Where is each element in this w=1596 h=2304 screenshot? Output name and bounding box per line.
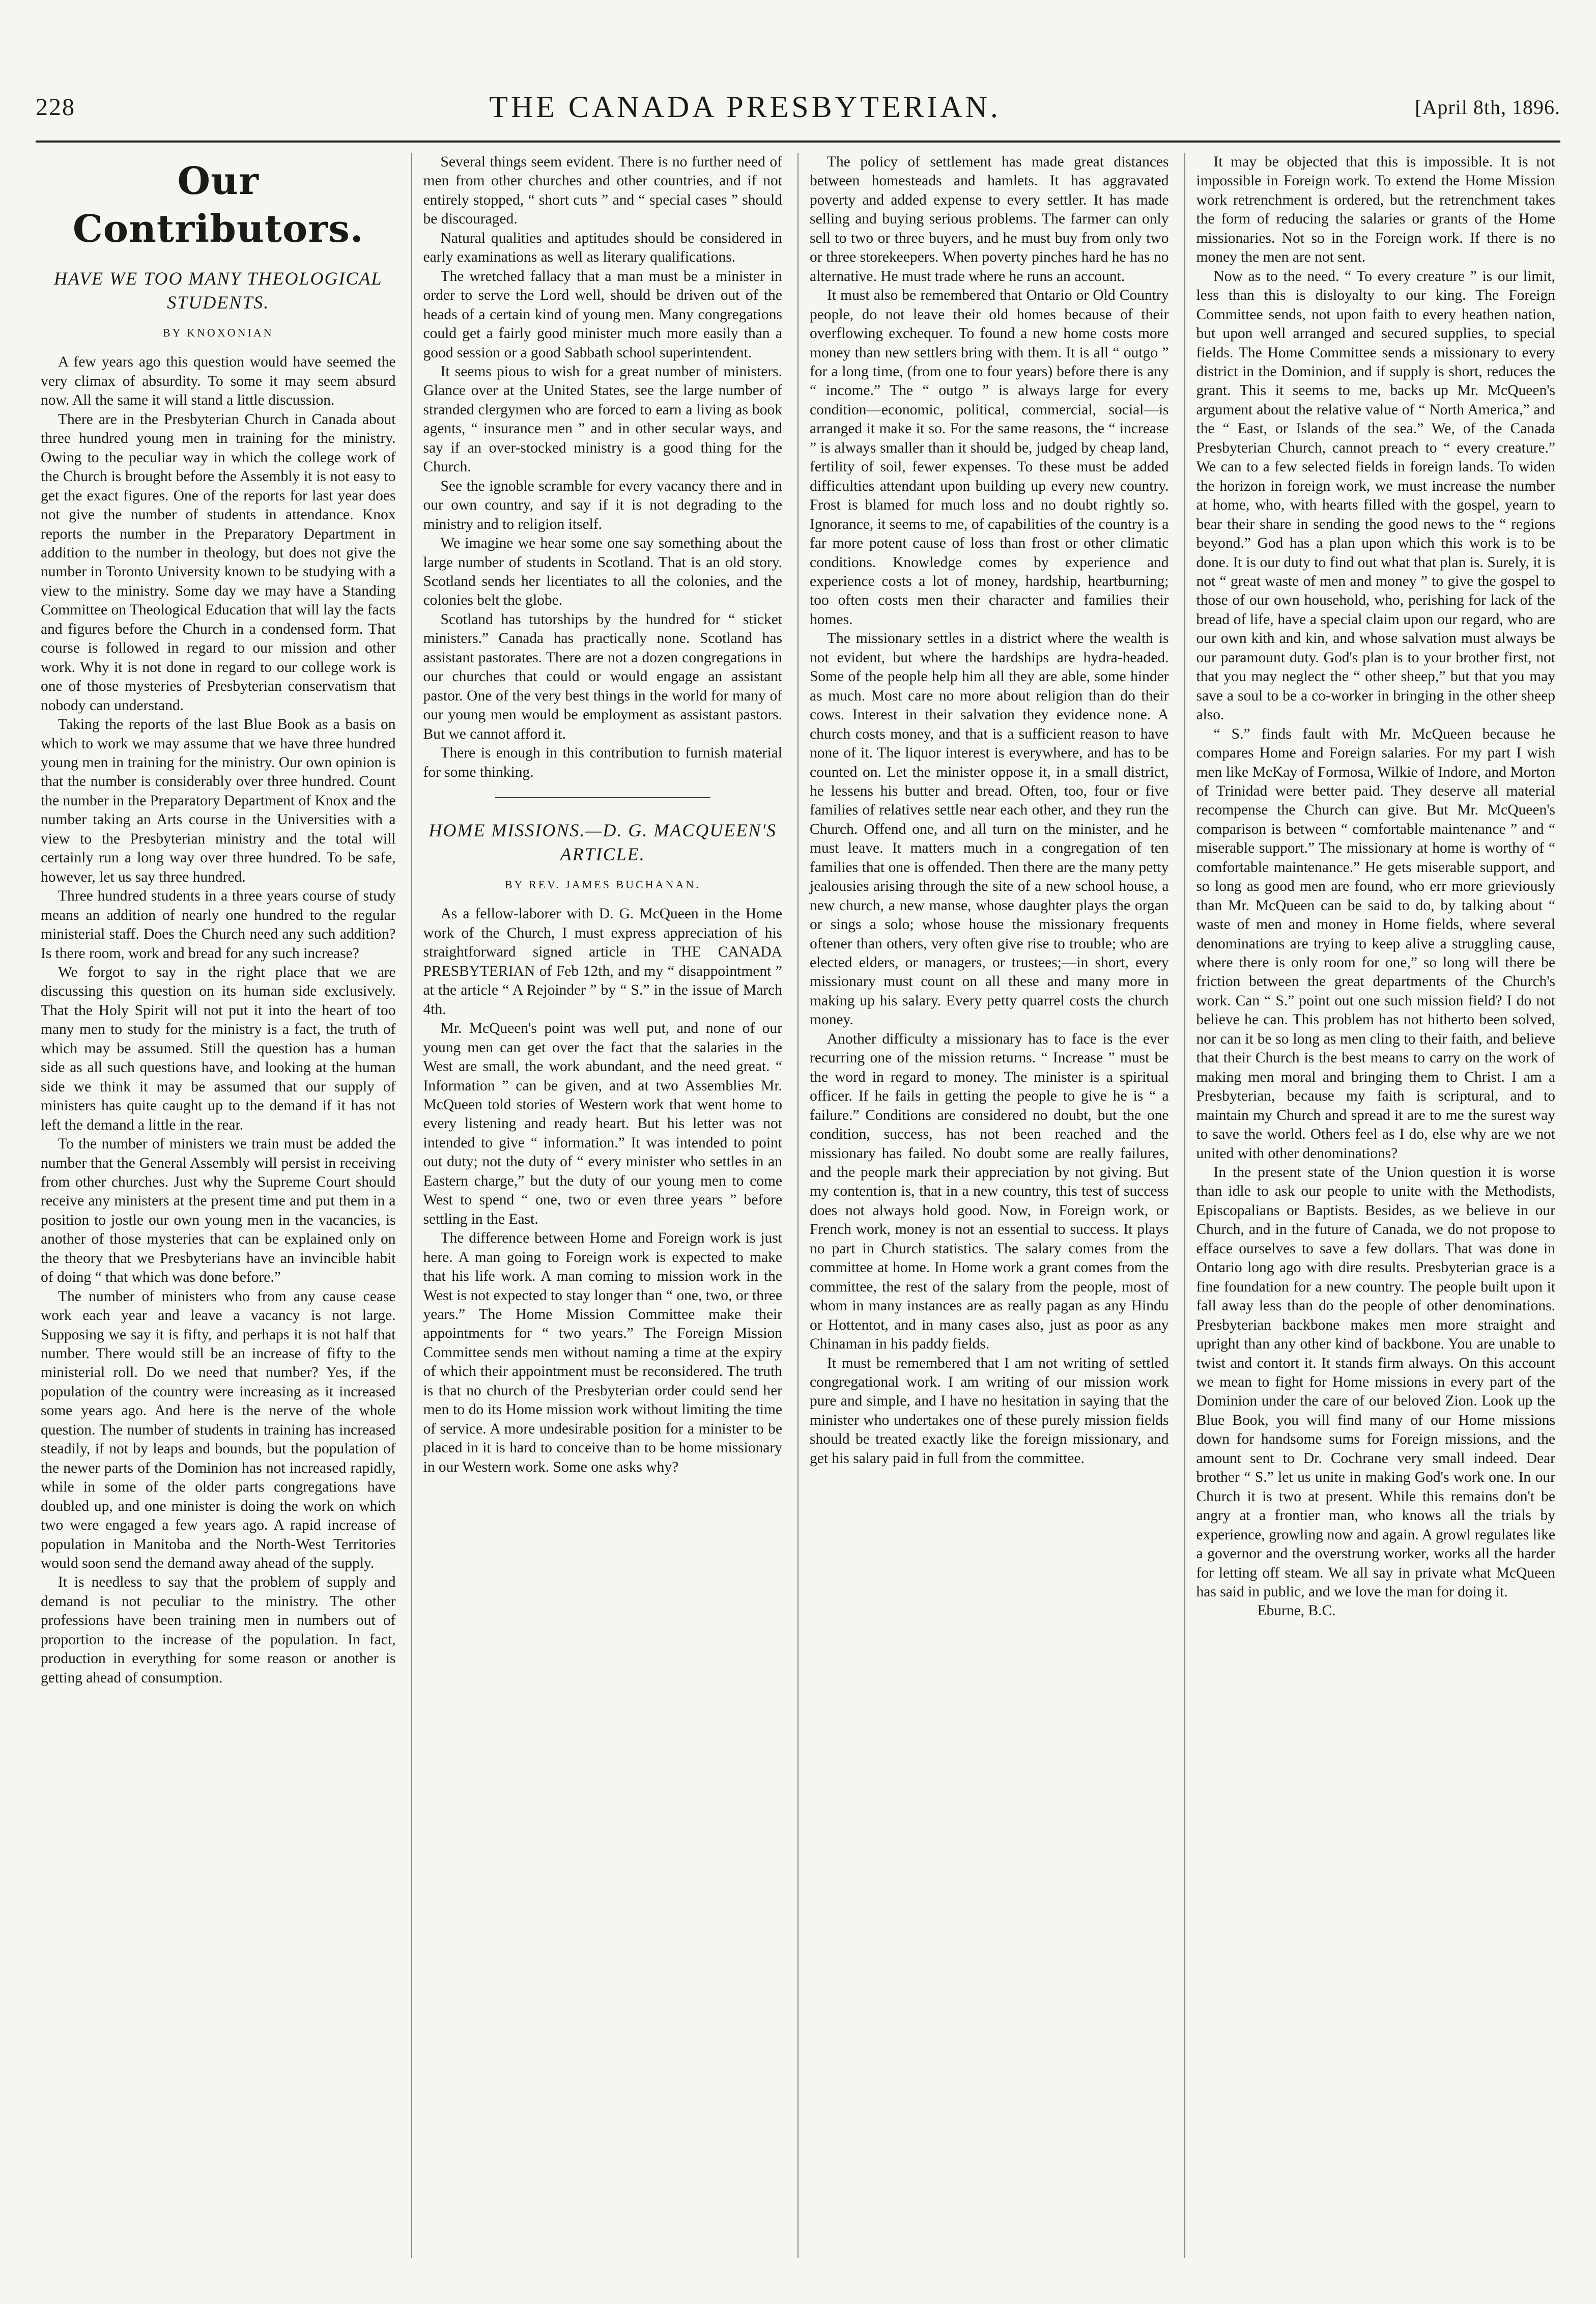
article2-paragraph: It must also be remembered that Ontario or Old Country people, do not leave their old homes because of their overflowing exchequer. To found a new home costs more money than new settlers bring with them. It is all “ outgo ” for a long time, (from one to four years) before there is any “ income.” The “ outgo ” is always large for every condition—economic, political, commercial, social—is arranged it make it so. For the same reasons, the “ increase ” is always smaller than it should be, judged by cheap land, fertility of soil, fewer expenses. To these must be added difficulties attendant upon building up every new country. Frost is blamed for much loss and no doubt rightly so. Ignorance, it seems to me, of capabilities of the country is a far more potent cause of loss than frost or other climatic conditions. Knowledge comes by experience and experience costs a lot of money, hardship, heartburning; too often costs men their character and families their homes. <box>810 287 1169 628</box>
column-2 <box>411 153 783 2258</box>
article1-paragraph: Scotland has tutorships by the hundred for “ sticket ministers.” Canada has practically none. Scotland has assistant pastorates. There are not a dozen congregations in our churches that could or would engage an assistant pastor. One of the very best things in the world for many of our young men would be employment as assistant pastors. But we cannot afford it. <box>423 611 782 742</box>
article1-paragraph: Natural qualities and aptitudes should be considered in early examinations as well as literary qualifications. <box>423 230 782 266</box>
article-separator <box>495 797 710 800</box>
article1-paragraph: There are in the Presbyterian Church in Canada about three hundred young men in training for the ministry. Owing to the peculiar way in which the college work of the Church is brought before the Assembly it is not easy to get the exact figures. One of the reports for last year does not give the number of students in attendance. Knox reports the number in the Preparatory Department in addition to the number in theology, but does not give the number in Toronto University known to be studying with a view to the ministry. Some day we may have a Standing Committee on Theological Education that will lay the facts and figures before the Church in a condensed form. That course is followed in regard to our mission and other work. Why it is not done in regard to our college work is one of those mysteries of Presbyterian conservatism that nobody can understand. <box>41 411 396 714</box>
article1-byline: BY KNOXONIAN <box>162 326 274 339</box>
masthead-title: THE CANADA PRESBYTERIAN. <box>489 90 1001 124</box>
article1-paragraph: The wretched fallacy that a man must be a minister in order to serve the Lord well, should be driven out of the heads of a certain kind of young men. Many congregations could get a fairly good minister much more easily than a good session or a good Sabbath school superintendent. <box>423 268 782 361</box>
article1-paragraph: A few years ago this question would have seemed the very climax of absurdity. To some it may seem absurd now. All the same it will stand a little discussion. <box>41 354 396 409</box>
column-1 <box>41 153 396 2258</box>
article2-paragraph: The policy of settlement has made great distances between homesteads and hamlets. It has aggravated poverty and added expense to every settler. It has made selling and buying serious problems. The farmer can only sell to two or three buyers, and he must buy from only two or three storekeepers. When poverty pinches hard he has no alternative. He must trade where he runs an account. <box>810 154 1169 285</box>
article2-signoff: Eburne, B.C. <box>1257 1603 1336 1619</box>
page-header <box>36 76 1560 137</box>
article1-paragraph: It seems pious to wish for a great number of ministers. Glance over at the United States, see the large number of stranded clergymen who are forced to earn a living as book agents, “ insurance men ” and in other secular ways, and say if an over-stocked ministry is a good thing for the Church. <box>423 363 782 475</box>
article2-paragraph: Now as to the need. “ To every creature ” is our limit, less than this is disloyalty to our king. The Foreign Committee sends, not upon faith to every heathen nation, but upon well arranged and secured supplies, to special fields. The Home Committee sends a missionary to every district in the Dominion, and if supply is short, reduces the grant. This it seems to me, backs up Mr. McQueen's argument about the relative value of “ North America,” and the “ East, or Islands of the sea.” We, of the Canada Presbyterian Church, cannot preach to “ every creature.” We can to a few selected fields in foreign lands. To widen the horizon in foreign work, we must increase the number at home, who, with hearts filled with the gospel, yearn to bear their share in sending the good news to the “ regions beyond.” God has a plan upon which this work is to be done. It is our duty to find out what that plan is. Surely, it is not “ great waste of men and money ” to give the gospel to those of our own household, who, perishing for lack of the bread of life, have a special claim upon our regard, who are our own kith and kin, and whose salvation must always be our paramount duty. God's plan is to your brother first, not that you may neglect the “ other sheep,” but that you may save a soul to be a co-worker in bringing in the other sheep also. <box>1196 268 1555 723</box>
article1-paragraph: We forgot to say in the right place that we are discussing this question on its human side exclusively. That the Holy Spirit will not put it into the heart of too many men to study for the ministry is a fact, the truth of which may be assumed. Still the question has a human side as all such questions have, and looking at the human side we think it may be assumed that our supply of ministers has quite caught up to the demand if it has not left the demand a little in the rear. <box>41 964 396 1133</box>
article1-paragraph: Several things seem evident. There is no further need of men from other churches and other countries, and if not entirely stopped, “ short cuts ” and “ special cases ” should be discouraged. <box>423 154 782 228</box>
article2-paragraph: The missionary settles in a district where the wealth is not evident, but where the hardships are hydra-headed. Some of the people help him all they are able, some hinder as much. Most care no more about religion than do their cows. Interest in their salvation they evidence none. A church costs money, and that is a sufficient reason to have none of it. The liquor interest is everywhere, and has to be counted on. Let the minister oppose it, in a small district, he lessens his butter and bread. Often, too, four or five families of relatives settle near each other, and they run the Church. Offend one, and all turn on the minister, and he must leave. It matters much in a congregation of ten families that one is offended. Then there are the many petty jealousies arising through the site of a new school house, a new church, a new manse, whose daughter plays the organ or sings a solo; whose house the missionary frequents oftener than others, very often give rise to trouble; who are elected elders, or managers, or trustees;—in short, every missionary must count on all these and many more in making up his salary. Every petty quarrel costs the church money. <box>810 630 1169 1028</box>
article2-paragraph: The difference between Home and Foreign work is just here. A man going to Foreign work is expected to make that his life work. A man coming to mission work in the West is not expected to stay longer than “ one, two, or three years.” The Home Mission Committee make their appointments for “ two years.” The Foreign Mission Committee sends men without naming a time at the expiry of which their appointment must be reconsidered. The truth is that no church of the Presbyterian order could send her men to do its Home mission work without limiting the time of service. A more undesirable position for a minister to be placed in it is hard to conceive than to be home missionary in our Western work. Some one asks why? <box>423 1230 782 1475</box>
article1-paragraph: It is needless to say that the problem of supply and demand is not peculiar to the ministry. The other professions have been training men in numbers out of proportion to the increase of the population. In fact, production in everything for some reason or another is getting ahead of consumption. <box>41 1574 396 1686</box>
article1-paragraph: See the ignoble scramble for every vacancy there and in our own country, and say if it is not degrading to the ministry and to religion itself. <box>423 477 782 532</box>
article-columns <box>41 153 1555 2258</box>
column-4 <box>1184 153 1556 2258</box>
page-number: 228 <box>36 93 75 121</box>
column-3 <box>797 153 1169 2258</box>
article2-paragraph: It must be remembered that I am not writing of settled congregational work. I am writing of our mission work pure and simple, and I have no hesitation in saying that the minister who undertakes one of these purely mission fields should be treated exactly like the foreign missionary, and get his salary paid in full from the committee. <box>810 1355 1169 1467</box>
article1-title: HAVE WE TOO MANY THEOLOGICAL STUDENTS. <box>53 268 383 313</box>
article1-paragraph: We imagine we hear some one say something about the large number of students in Scotland. That is an old story. Scotland sends her licentiates to all the colonies, and the colonies belt the globe. <box>423 535 782 609</box>
article2-byline: BY REV. JAMES BUCHANAN. <box>504 878 701 891</box>
article1-paragraph: To the number of ministers we train must be added the number that the General Assembly will persist in receiving from other churches. Just why the Supreme Court should receive any ministers at the present time and put them in a position to jostle our own young men in the vacancies, is another of those mysteries that can be explained only on the theory that we Presbyterians have an invincible habit of doing “ that which was done before.” <box>41 1136 396 1286</box>
section-title: Our Contributors. <box>72 159 364 251</box>
article2-paragraph: In the present state of the Union question it is worse than idle to ask our people to unite with the Methodists, Episcopalians or Baptists. Besides, as we believe in our Church, and in the future of Canada, we do not propose to efface ourselves to save a few dollars. That was done in Ontario long ago with dire results. Presbyterian grace is a fine foundation for a new country. The people built upon it fall away less than do the people of other denominations. Presbyterian backbone makes men more straight and upright than any other kind of backbone. You are unable to twist and contort it. It stands firm always. On this account we mean to fight for Home missions in every part of the Dominion under the care of our beloved Zion. Look up the Blue Book, you will find many of our Home missions down for handsome sums for Foreign missions, and the amount sent to Dr. Cochrane very small indeed. Dear brother “ S.” let us unite in making God's work one. In our Church it is two at present. While this remains don't be angry at a frontier man, who knows all the trials by experience, growling now and again. A growl regulates like a governor and the overstrung worker, works all the harder for letting off steam. We all say in private what McQueen has said in public, and we love the man for doing it. <box>1196 1164 1555 1600</box>
article2-title: HOME MISSIONS.—D. G. MACQUEEN'S ARTICLE. <box>429 820 777 864</box>
article2-paragraph: Another difficulty a missionary has to face is the ever recurring one of the mission returns. “ Increase ” must be the word in regard to money. The minister is a spiritual officer. If he fails in getting the people to give he is “ a failure.” Conditions are considered no doubt, but the one condition, success, has not been reached and the missionary has failed. No doubt some are really failures, and the people mark their appreciation by not giving. But my contention is, that in a new country, this test of success does not always hold good. Now, in Foreign work, or French work, money is not an essential to success. It plays no part in Church statistics. The salary comes from the committee at home. In Home work a grant comes from the committee, the rest of the salary from the people, most of whom in many instances are as really pagan as any Hindu or Hottentot, and in many cases also, just as poor as any Chinaman in his paddy fields. <box>810 1030 1169 1353</box>
article2-paragraph: Mr. McQueen's point was well put, and none of our young men can get over the fact that the salaries in the West are small, the work abundant, and the need great. “ Information ” can be given, and at two Assemblies Mr. McQueen told stories of Western work that went home to every listening and ready heart. But his letter was not intended to give “ information.” It was intended to point out duty; not the duty of “ every minister who settles in an Eastern charge,” but the duty of our young men to come West to spend “ one, two or even three years ” before settling in the East. <box>423 1020 782 1227</box>
article1-paragraph: The number of ministers who from any cause cease work each year and leave a vacancy is not large. Supposing we say it is fifty, and perhaps it is not half that number. There would still be an increase of fifty to the ministerial roll. Do we need that number? Yes, if the population of the country were increasing as it increased some years ago. And here is the nerve of the whole question. The number of students in training has increased steadily, if not by leaps and bounds, but the population of the newer parts of the Dominion has not increased rapidly, while in some of the older parts congregations have doubled up, and one minister is doing the work on which two were engaged a few years ago. A rapid increase of population in Manitoba and the North-West Territories would soon send the demand away ahead of the supply. <box>41 1288 396 1572</box>
header-rule <box>36 141 1560 143</box>
article1-paragraph: Three hundred students in a three years course of study means an addition of nearly one hundred to the regular ministerial staff. Does the Church need any such addition? Is there room, work and bread for any such increase? <box>41 888 396 962</box>
article1-paragraph: Taking the reports of the last Blue Book as a basis on which to work we may assume that we have three hundred young men in training for the ministry. Our own opinion is that the number is considerably over three hundred. Count the number in the Preparatory Department of Knox and the number taking an Arts course in the Universities with a view to the Presbyterian ministry and the total will certainly run a long way over three hundred. To be safe, however, let us say three hundred. <box>41 716 396 885</box>
article2-paragraph: As a fellow-laborer with D. G. McQueen in the Home work of the Church, I must express appreciation of his straightforward signed article in THE CANADA PRESBYTERIAN of Feb 12th, and my “ disappointment ” at the article “ A Rejoinder ” by “ S.” in the issue of March 4th. <box>423 906 782 1018</box>
issue-date: [April 8th, 1896. <box>1415 95 1560 119</box>
article1-paragraph: There is enough in this contribution to furnish material for some thinking. <box>423 745 782 780</box>
article2-paragraph: “ S.” finds fault with Mr. McQueen because he compares Home and Foreign salaries. For my part I wish men like McKay of Formosa, Wilkie of Indore, and Morton of Trinidad were better paid. They deserve all material recompense the Church can give. But Mr. McQueen's comparison is between “ comfortable maintenance ” and “ miserable support.” The missionary at home is worthy of “ comfortable maintenance.” He gets miserable support, and so long as good men are found, who err more grieviously than Mr. McQueen can be said to do, by talking about “ waste of men and money in Home fields, where several denominations are trying to keep alive a struggling cause, where there is only room for one,” so long will there be friction between the great departments of the Church's work. Can “ S.” point out one such mission field? I do not believe he can. This problem has not hitherto been solved, nor can it be so long as men cling to their faith, and believe that their Church is the best means to carry on the work of making men moral and bringing them to Christ. I am a Presbyterian, because my faith is scriptural, and to maintain my Church and spread it are to me the surest way to save the world. Others feel as I do, else why are we not united with other denominations? <box>1196 725 1555 1162</box>
article2-paragraph: It may be objected that this is impossible. It is not impossible in Foreign work. To extend the Home Mission work retrenchment is ordered, but the retrenchment takes the form of reducing the salaries or grants of the Home missionaries. Not so in the Foreign work. If there is no money the men are not sent. <box>1196 154 1555 266</box>
